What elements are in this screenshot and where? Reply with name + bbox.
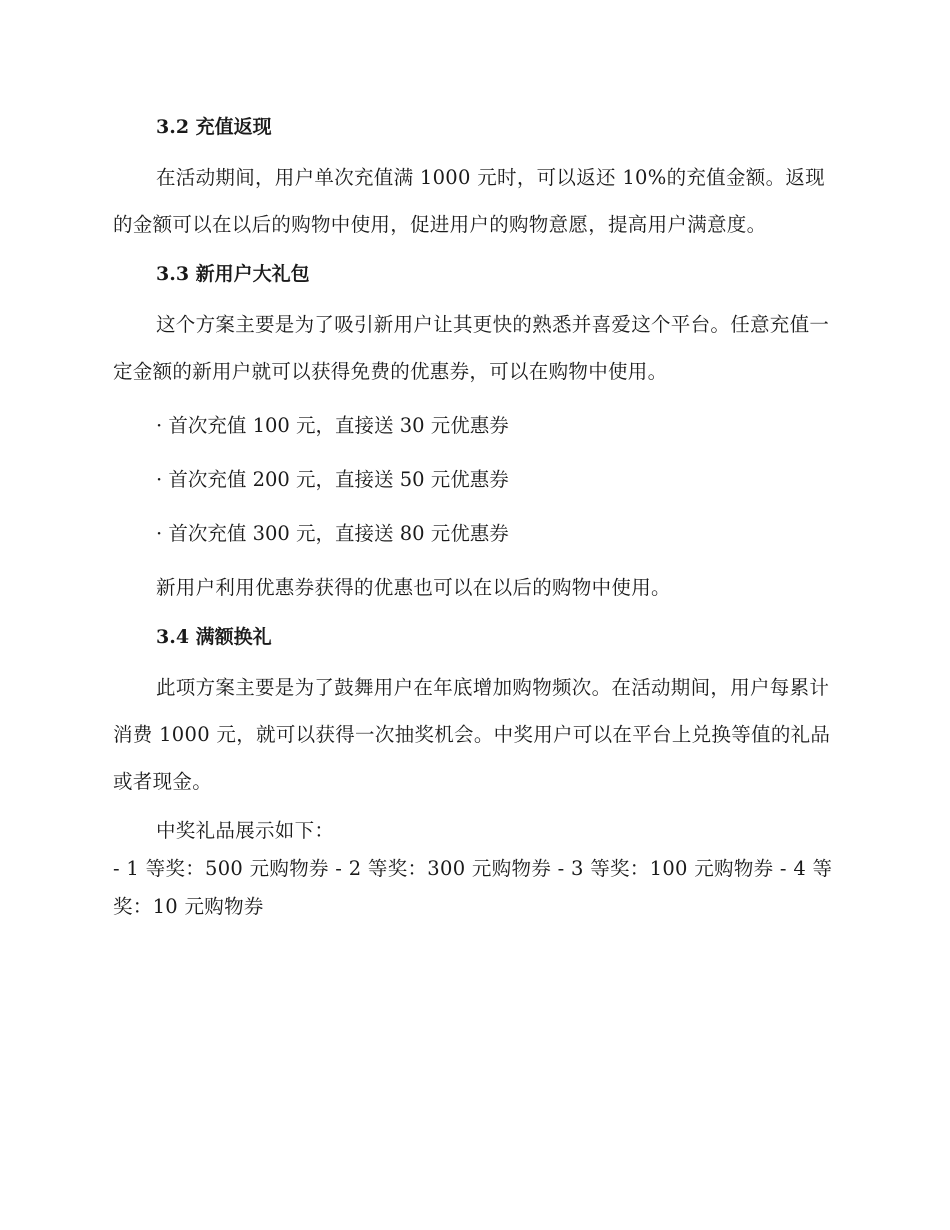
paragraph-gift-exchange-intro: 此项方案主要是为了鼓舞用户在年底增加购物频次。在活动期间，用户每累计消费 1000 元，就可以获得一次抽奖机会。中奖用户可以在平台上兑换等值的礼品或者现金。 [113,676,831,793]
section-heading-3-2: 3.2 充值返现 [156,116,272,138]
list-item: · 首次充值 200 元，直接送 50 元优惠券 [156,468,509,491]
list-item: · 首次充值 300 元，直接送 80 元优惠券 [156,522,509,545]
section-heading-3-4: 3.4 满额换礼 [156,626,272,648]
paragraph-prize-intro: 中奖礼品展示如下： [156,819,335,842]
paragraph-prize-list: - 1 等奖：500 元购物券 - 2 等奖：300 元购物券 - 3 等奖：100 元购物券 - 4 等奖：10 元购物券 [113,857,833,918]
paragraph-new-user-outro: 新用户利用优惠券获得的优惠也可以在以后的购物中使用。 [156,576,671,599]
section-heading-3-3: 3.3 新用户大礼包 [156,263,310,285]
paragraph-recharge-cashback: 在活动期间，用户单次充值满 1000 元时，可以返还 10%的充值金额。返现的金额可以在以后的购物中使用，促进用户的购物意愿，提高用户满意度。 [113,166,825,236]
list-item: · 首次充值 100 元，直接送 30 元优惠券 [156,414,509,437]
document-content [113,108,838,926]
paragraph-new-user-intro: 这个方案主要是为了吸引新用户让其更快的熟悉并喜爱这个平台。任意充值一定金额的新用户就可以获得免费的优惠券，可以在购物中使用。 [113,313,830,383]
